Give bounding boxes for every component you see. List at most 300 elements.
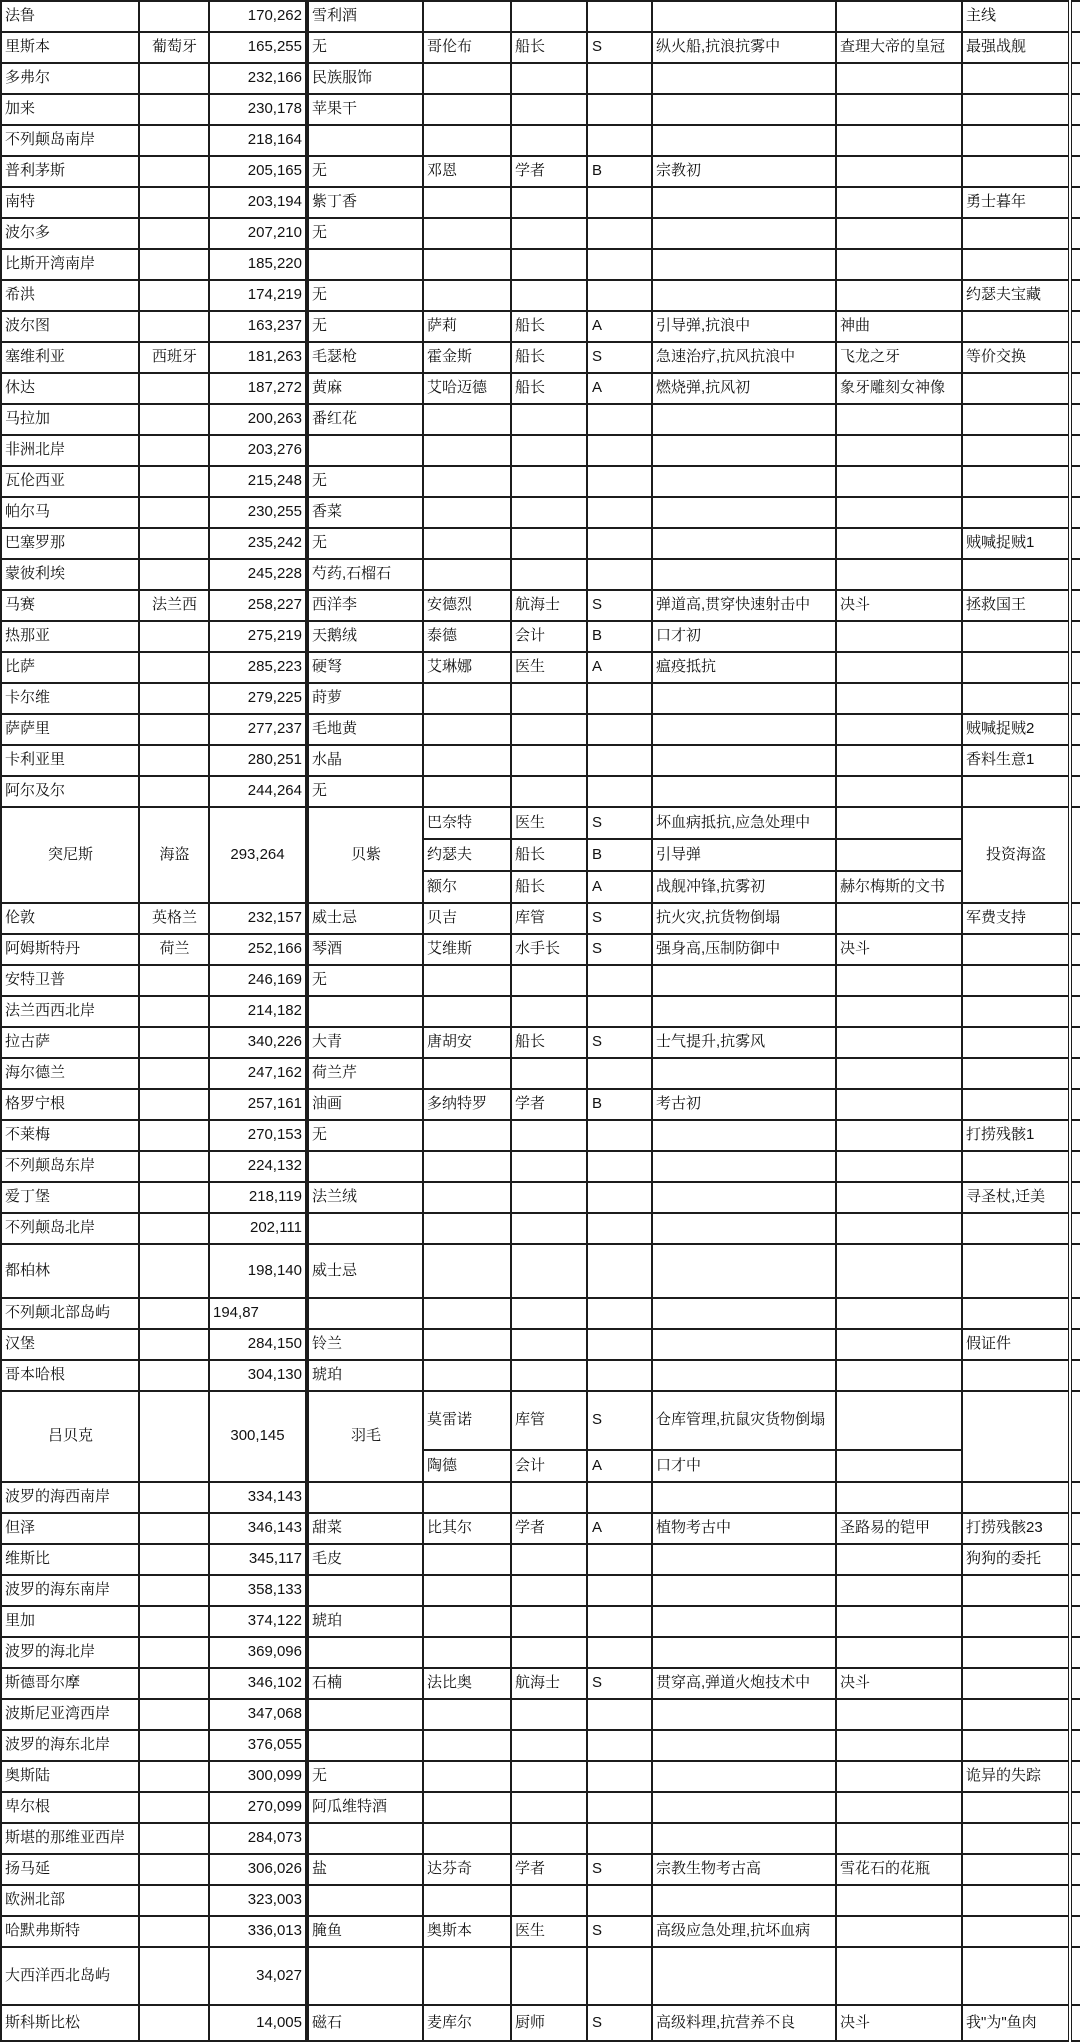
cell-item[interactable]: 黄麻 — [307, 373, 423, 404]
cell-country[interactable]: 海盗 — [139, 807, 209, 903]
cell-coords[interactable]: 215,248 — [209, 466, 307, 497]
cell-npc-name[interactable] — [423, 63, 511, 94]
cell-item[interactable]: 无 — [307, 218, 423, 249]
cell-country[interactable] — [139, 1513, 209, 1544]
cell-country[interactable] — [139, 528, 209, 559]
cell-country[interactable] — [139, 94, 209, 125]
cell-edge-sliver[interactable] — [1070, 965, 1080, 996]
cell-edge-sliver[interactable] — [1070, 714, 1080, 745]
cell-npc-job[interactable] — [511, 1298, 587, 1329]
cell-coords[interactable]: 285,223 — [209, 652, 307, 683]
cell-npc-grade[interactable] — [587, 528, 652, 559]
cell-npc-skills[interactable] — [652, 1823, 836, 1854]
cell-npc-skills[interactable]: 瘟疫抵抗 — [652, 652, 836, 683]
cell-country[interactable] — [139, 435, 209, 466]
cell-edge-sliver[interactable] — [1070, 1089, 1080, 1120]
cell-country[interactable] — [139, 745, 209, 776]
cell-npc-job[interactable]: 学者 — [511, 1089, 587, 1120]
cell-quest[interactable]: 约瑟夫宝藏 — [962, 280, 1070, 311]
cell-quest[interactable]: 勇士暮年 — [962, 187, 1070, 218]
cell-item[interactable]: 硬弩 — [307, 652, 423, 683]
cell-npc-grade[interactable]: A — [587, 652, 652, 683]
cell-npc-skills[interactable]: 考古初 — [652, 1089, 836, 1120]
cell-city[interactable]: 巴塞罗那 — [1, 528, 139, 559]
cell-npc-job[interactable]: 船长 — [511, 342, 587, 373]
cell-city[interactable]: 波尔图 — [1, 311, 139, 342]
cell-coords[interactable]: 232,157 — [209, 903, 307, 934]
cell-npc-job[interactable] — [511, 1329, 587, 1360]
cell-edge-sliver[interactable] — [1070, 1244, 1080, 1298]
cell-item[interactable]: 石楠 — [307, 1668, 423, 1699]
cell-quest[interactable] — [962, 1730, 1070, 1761]
cell-npc-job[interactable] — [511, 94, 587, 125]
cell-npc-name[interactable] — [423, 1823, 511, 1854]
cell-npc-skills[interactable]: 坏血病抵抗,应急处理中 — [652, 807, 836, 839]
cell-npc-grade[interactable]: A — [587, 871, 652, 903]
cell-coords[interactable]: 34,027 — [209, 1947, 307, 2005]
cell-npc-job[interactable] — [511, 1699, 587, 1730]
cell-npc-job[interactable]: 船长 — [511, 839, 587, 871]
cell-npc-treasure[interactable] — [836, 1, 962, 32]
cell-edge-sliver[interactable] — [1070, 1916, 1080, 1947]
cell-coords[interactable]: 230,255 — [209, 497, 307, 528]
cell-npc-name[interactable] — [423, 1244, 511, 1298]
cell-npc-job[interactable] — [511, 497, 587, 528]
cell-country[interactable] — [139, 1544, 209, 1575]
cell-edge-sliver[interactable] — [1070, 776, 1080, 807]
cell-npc-grade[interactable] — [587, 63, 652, 94]
cell-npc-job[interactable]: 船长 — [511, 32, 587, 63]
cell-npc-job[interactable] — [511, 63, 587, 94]
cell-item[interactable]: 天鹅绒 — [307, 621, 423, 652]
cell-npc-job[interactable] — [511, 1575, 587, 1606]
cell-npc-grade[interactable] — [587, 404, 652, 435]
cell-npc-skills[interactable]: 宗教初 — [652, 156, 836, 187]
cell-npc-skills[interactable]: 口才初 — [652, 621, 836, 652]
cell-quest[interactable] — [962, 996, 1070, 1027]
cell-quest[interactable]: 主线 — [962, 1, 1070, 32]
cell-city[interactable]: 波罗的海东北岸 — [1, 1730, 139, 1761]
cell-quest[interactable] — [962, 1089, 1070, 1120]
cell-coords[interactable]: 246,169 — [209, 965, 307, 996]
cell-coords[interactable]: 279,225 — [209, 683, 307, 714]
cell-npc-skills[interactable] — [652, 1761, 836, 1792]
cell-city[interactable]: 但泽 — [1, 1513, 139, 1544]
cell-npc-treasure[interactable] — [836, 1089, 962, 1120]
cell-item[interactable]: 无 — [307, 466, 423, 497]
cell-edge-sliver[interactable] — [1070, 32, 1080, 63]
cell-npc-grade[interactable]: B — [587, 839, 652, 871]
cell-country[interactable] — [139, 1182, 209, 1213]
cell-quest[interactable] — [962, 435, 1070, 466]
cell-coords[interactable]: 304,130 — [209, 1360, 307, 1391]
cell-npc-grade[interactable]: S — [587, 1391, 652, 1450]
cell-npc-skills[interactable]: 急速治疗,抗风抗浪中 — [652, 342, 836, 373]
cell-item[interactable]: 大青 — [307, 1027, 423, 1058]
cell-npc-skills[interactable] — [652, 125, 836, 156]
cell-npc-skills[interactable] — [652, 1699, 836, 1730]
cell-city[interactable]: 吕贝克 — [1, 1391, 139, 1482]
cell-city[interactable]: 拉古萨 — [1, 1027, 139, 1058]
cell-edge-sliver[interactable] — [1070, 1329, 1080, 1360]
cell-city[interactable]: 非洲北岸 — [1, 435, 139, 466]
cell-npc-grade[interactable] — [587, 1575, 652, 1606]
cell-edge-sliver[interactable] — [1070, 590, 1080, 621]
cell-npc-skills[interactable] — [652, 466, 836, 497]
cell-coords[interactable]: 198,140 — [209, 1244, 307, 1298]
cell-npc-skills[interactable] — [652, 1544, 836, 1575]
cell-edge-sliver[interactable] — [1070, 903, 1080, 934]
cell-npc-job[interactable]: 会计 — [511, 1450, 587, 1482]
cell-item[interactable] — [307, 1575, 423, 1606]
cell-city[interactable]: 哈默弗斯特 — [1, 1916, 139, 1947]
cell-item[interactable]: 琥珀 — [307, 1606, 423, 1637]
cell-country[interactable] — [139, 280, 209, 311]
cell-item[interactable]: 无 — [307, 528, 423, 559]
cell-npc-treasure[interactable]: 决斗 — [836, 934, 962, 965]
cell-edge-sliver[interactable] — [1070, 404, 1080, 435]
cell-npc-treasure[interactable]: 神曲 — [836, 311, 962, 342]
cell-item[interactable]: 威士忌 — [307, 1244, 423, 1298]
cell-npc-job[interactable] — [511, 1482, 587, 1513]
cell-npc-treasure[interactable] — [836, 1120, 962, 1151]
cell-city[interactable]: 不莱梅 — [1, 1120, 139, 1151]
cell-npc-grade[interactable] — [587, 1, 652, 32]
cell-item[interactable] — [307, 1482, 423, 1513]
cell-coords[interactable]: 284,073 — [209, 1823, 307, 1854]
cell-npc-treasure[interactable] — [836, 965, 962, 996]
cell-npc-treasure[interactable] — [836, 559, 962, 590]
cell-npc-treasure[interactable] — [836, 1606, 962, 1637]
cell-npc-name[interactable] — [423, 1699, 511, 1730]
cell-npc-grade[interactable] — [587, 435, 652, 466]
cell-npc-treasure[interactable]: 赫尔梅斯的文书 — [836, 871, 962, 903]
cell-edge-sliver[interactable] — [1070, 1058, 1080, 1089]
cell-npc-treasure[interactable] — [836, 1329, 962, 1360]
cell-npc-skills[interactable] — [652, 745, 836, 776]
cell-coords[interactable]: 334,143 — [209, 1482, 307, 1513]
cell-item[interactable]: 无 — [307, 1761, 423, 1792]
cell-edge-sliver[interactable] — [1070, 1606, 1080, 1637]
cell-edge-sliver[interactable] — [1070, 218, 1080, 249]
cell-npc-grade[interactable] — [587, 714, 652, 745]
cell-coords[interactable]: 205,165 — [209, 156, 307, 187]
cell-npc-skills[interactable] — [652, 1151, 836, 1182]
cell-country[interactable] — [139, 1823, 209, 1854]
cell-coords[interactable]: 232,166 — [209, 63, 307, 94]
cell-city[interactable]: 卡尔维 — [1, 683, 139, 714]
cell-quest[interactable]: 诡异的失踪 — [962, 1761, 1070, 1792]
cell-edge-sliver[interactable] — [1070, 745, 1080, 776]
cell-npc-job[interactable] — [511, 1120, 587, 1151]
cell-coords[interactable]: 202,111 — [209, 1213, 307, 1244]
cell-npc-skills[interactable] — [652, 1298, 836, 1329]
cell-item[interactable]: 铃兰 — [307, 1329, 423, 1360]
cell-npc-name[interactable] — [423, 94, 511, 125]
cell-country[interactable] — [139, 1120, 209, 1151]
cell-edge-sliver[interactable] — [1070, 94, 1080, 125]
cell-npc-treasure[interactable]: 决斗 — [836, 1668, 962, 1699]
cell-npc-name[interactable] — [423, 466, 511, 497]
cell-city[interactable]: 格罗宁根 — [1, 1089, 139, 1120]
cell-npc-grade[interactable] — [587, 965, 652, 996]
cell-quest[interactable] — [962, 1916, 1070, 1947]
cell-quest[interactable] — [962, 1792, 1070, 1823]
cell-npc-name[interactable] — [423, 1761, 511, 1792]
cell-npc-skills[interactable] — [652, 218, 836, 249]
cell-country[interactable] — [139, 1244, 209, 1298]
cell-npc-treasure[interactable]: 查理大帝的皇冠 — [836, 32, 962, 63]
cell-country[interactable] — [139, 1391, 209, 1482]
cell-npc-skills[interactable] — [652, 280, 836, 311]
cell-country[interactable]: 葡萄牙 — [139, 32, 209, 63]
cell-edge-sliver[interactable] — [1070, 1823, 1080, 1854]
cell-item[interactable]: 无 — [307, 280, 423, 311]
cell-npc-grade[interactable]: S — [587, 1916, 652, 1947]
cell-npc-treasure[interactable] — [836, 218, 962, 249]
cell-country[interactable] — [139, 621, 209, 652]
cell-npc-job[interactable] — [511, 1244, 587, 1298]
cell-quest[interactable]: 贼喊捉贼2 — [962, 714, 1070, 745]
cell-npc-name[interactable]: 萨莉 — [423, 311, 511, 342]
cell-npc-treasure[interactable] — [836, 1482, 962, 1513]
cell-npc-treasure[interactable] — [836, 125, 962, 156]
cell-npc-job[interactable] — [511, 435, 587, 466]
cell-npc-treasure[interactable] — [836, 621, 962, 652]
cell-npc-skills[interactable] — [652, 1947, 836, 2005]
cell-npc-grade[interactable]: S — [587, 32, 652, 63]
cell-item[interactable]: 香菜 — [307, 497, 423, 528]
cell-npc-grade[interactable]: A — [587, 373, 652, 404]
cell-edge-sliver[interactable] — [1070, 249, 1080, 280]
cell-npc-treasure[interactable] — [836, 1027, 962, 1058]
cell-edge-sliver[interactable] — [1070, 996, 1080, 1027]
cell-edge-sliver[interactable] — [1070, 1482, 1080, 1513]
cell-npc-name[interactable]: 奥斯本 — [423, 1916, 511, 1947]
cell-npc-grade[interactable]: S — [587, 1027, 652, 1058]
cell-item[interactable]: 苹果干 — [307, 94, 423, 125]
cell-npc-name[interactable] — [423, 1360, 511, 1391]
cell-item[interactable] — [307, 1730, 423, 1761]
cell-country[interactable] — [139, 1761, 209, 1792]
cell-npc-name[interactable]: 多纳特罗 — [423, 1089, 511, 1120]
cell-edge-sliver[interactable] — [1070, 1513, 1080, 1544]
cell-country[interactable] — [139, 1947, 209, 2005]
cell-npc-grade[interactable]: S — [587, 1668, 652, 1699]
cell-npc-grade[interactable] — [587, 125, 652, 156]
cell-npc-name[interactable]: 额尔 — [423, 871, 511, 903]
cell-npc-grade[interactable] — [587, 1298, 652, 1329]
cell-item[interactable]: 民族服饰 — [307, 63, 423, 94]
cell-npc-job[interactable]: 会计 — [511, 621, 587, 652]
cell-npc-skills[interactable] — [652, 683, 836, 714]
cell-quest[interactable] — [962, 1151, 1070, 1182]
cell-quest[interactable] — [962, 683, 1070, 714]
cell-npc-grade[interactable]: S — [587, 2005, 652, 2041]
cell-quest[interactable] — [962, 1027, 1070, 1058]
cell-coords[interactable]: 345,117 — [209, 1544, 307, 1575]
cell-coords[interactable]: 358,133 — [209, 1575, 307, 1606]
cell-city[interactable]: 不列颠岛东岸 — [1, 1151, 139, 1182]
cell-quest[interactable]: 狗狗的委托 — [962, 1544, 1070, 1575]
cell-npc-treasure[interactable] — [836, 156, 962, 187]
cell-quest[interactable]: 投资海盗 — [962, 807, 1070, 903]
cell-edge-sliver[interactable] — [1070, 1213, 1080, 1244]
cell-npc-treasure[interactable] — [836, 776, 962, 807]
cell-item[interactable]: 法兰绒 — [307, 1182, 423, 1213]
cell-country[interactable] — [139, 187, 209, 218]
cell-npc-treasure[interactable] — [836, 1213, 962, 1244]
cell-quest[interactable]: 香料生意1 — [962, 745, 1070, 776]
cell-quest[interactable]: 假证件 — [962, 1329, 1070, 1360]
cell-npc-grade[interactable] — [587, 1792, 652, 1823]
cell-item[interactable] — [307, 249, 423, 280]
cell-npc-job[interactable]: 航海士 — [511, 1668, 587, 1699]
cell-item[interactable]: 贝紫 — [307, 807, 423, 903]
cell-npc-job[interactable]: 库管 — [511, 1391, 587, 1450]
cell-country[interactable] — [139, 1637, 209, 1668]
cell-coords[interactable]: 181,263 — [209, 342, 307, 373]
cell-country[interactable] — [139, 559, 209, 590]
cell-npc-job[interactable] — [511, 125, 587, 156]
cell-quest[interactable] — [962, 1885, 1070, 1916]
cell-npc-name[interactable]: 唐胡安 — [423, 1027, 511, 1058]
cell-quest[interactable] — [962, 404, 1070, 435]
cell-city[interactable]: 维斯比 — [1, 1544, 139, 1575]
cell-edge-sliver[interactable] — [1070, 652, 1080, 683]
cell-npc-treasure[interactable] — [836, 1916, 962, 1947]
cell-npc-job[interactable]: 水手长 — [511, 934, 587, 965]
cell-coords[interactable]: 185,220 — [209, 249, 307, 280]
cell-npc-treasure[interactable] — [836, 1823, 962, 1854]
cell-item[interactable] — [307, 1298, 423, 1329]
cell-npc-treasure[interactable] — [836, 807, 962, 839]
cell-edge-sliver[interactable] — [1070, 1391, 1080, 1482]
cell-coords[interactable]: 306,026 — [209, 1854, 307, 1885]
cell-city[interactable]: 多弗尔 — [1, 63, 139, 94]
cell-npc-job[interactable] — [511, 683, 587, 714]
cell-npc-skills[interactable]: 口才中 — [652, 1450, 836, 1482]
cell-quest[interactable] — [962, 965, 1070, 996]
cell-item[interactable]: 毛地黄 — [307, 714, 423, 745]
cell-item[interactable]: 毛皮 — [307, 1544, 423, 1575]
cell-coords[interactable]: 376,055 — [209, 1730, 307, 1761]
cell-quest[interactable]: 我"为"鱼肉 — [962, 2005, 1070, 2041]
cell-item[interactable] — [307, 1637, 423, 1668]
cell-npc-job[interactable] — [511, 996, 587, 1027]
cell-npc-name[interactable]: 陶德 — [423, 1450, 511, 1482]
cell-edge-sliver[interactable] — [1070, 156, 1080, 187]
cell-npc-treasure[interactable] — [836, 1298, 962, 1329]
cell-country[interactable] — [139, 1298, 209, 1329]
cell-npc-skills[interactable] — [652, 435, 836, 466]
cell-edge-sliver[interactable] — [1070, 311, 1080, 342]
cell-npc-name[interactable]: 莫雷诺 — [423, 1391, 511, 1450]
cell-coords[interactable]: 277,237 — [209, 714, 307, 745]
cell-city[interactable]: 比斯开湾南岸 — [1, 249, 139, 280]
cell-item[interactable]: 番红花 — [307, 404, 423, 435]
cell-quest[interactable] — [962, 652, 1070, 683]
cell-coords[interactable]: 244,264 — [209, 776, 307, 807]
cell-city[interactable]: 大西洋西北岛屿 — [1, 1947, 139, 2005]
cell-coords[interactable]: 293,264 — [209, 807, 307, 903]
cell-quest[interactable]: 打捞残骸23 — [962, 1513, 1070, 1544]
cell-item[interactable] — [307, 1151, 423, 1182]
cell-item[interactable]: 羽毛 — [307, 1391, 423, 1482]
cell-npc-grade[interactable] — [587, 187, 652, 218]
cell-npc-skills[interactable] — [652, 965, 836, 996]
cell-country[interactable] — [139, 2005, 209, 2041]
cell-item[interactable]: 阿瓜维特酒 — [307, 1792, 423, 1823]
cell-city[interactable]: 热那亚 — [1, 621, 139, 652]
cell-city[interactable]: 斯科斯比松 — [1, 2005, 139, 2041]
cell-npc-name[interactable] — [423, 965, 511, 996]
cell-npc-treasure[interactable] — [836, 249, 962, 280]
cell-country[interactable] — [139, 1151, 209, 1182]
cell-npc-name[interactable]: 约瑟夫 — [423, 839, 511, 871]
cell-npc-grade[interactable] — [587, 683, 652, 714]
cell-npc-skills[interactable] — [652, 1360, 836, 1391]
cell-city[interactable]: 不列颠北部岛屿 — [1, 1298, 139, 1329]
cell-npc-name[interactable]: 安德烈 — [423, 590, 511, 621]
cell-item[interactable]: 威士忌 — [307, 903, 423, 934]
cell-quest[interactable] — [962, 934, 1070, 965]
cell-npc-job[interactable]: 船长 — [511, 1027, 587, 1058]
cell-quest[interactable] — [962, 1244, 1070, 1298]
cell-quest[interactable]: 等价交换 — [962, 342, 1070, 373]
cell-npc-name[interactable] — [423, 1213, 511, 1244]
cell-npc-job[interactable]: 学者 — [511, 156, 587, 187]
cell-npc-grade[interactable] — [587, 94, 652, 125]
cell-edge-sliver[interactable] — [1070, 187, 1080, 218]
cell-item[interactable]: 雪利酒 — [307, 1, 423, 32]
cell-npc-job[interactable] — [511, 1058, 587, 1089]
cell-npc-grade[interactable] — [587, 280, 652, 311]
cell-npc-skills[interactable] — [652, 714, 836, 745]
cell-npc-treasure[interactable] — [836, 1575, 962, 1606]
cell-edge-sliver[interactable] — [1070, 1027, 1080, 1058]
cell-npc-name[interactable]: 贝吉 — [423, 903, 511, 934]
cell-edge-sliver[interactable] — [1070, 466, 1080, 497]
cell-npc-name[interactable] — [423, 1298, 511, 1329]
cell-edge-sliver[interactable] — [1070, 1885, 1080, 1916]
cell-city[interactable]: 里斯本 — [1, 32, 139, 63]
cell-country[interactable] — [139, 1854, 209, 1885]
cell-quest[interactable] — [962, 1213, 1070, 1244]
cell-coords[interactable]: 346,102 — [209, 1668, 307, 1699]
cell-npc-grade[interactable]: S — [587, 934, 652, 965]
cell-npc-skills[interactable] — [652, 1244, 836, 1298]
cell-npc-name[interactable] — [423, 435, 511, 466]
cell-country[interactable]: 荷兰 — [139, 934, 209, 965]
cell-edge-sliver[interactable] — [1070, 1792, 1080, 1823]
cell-city[interactable]: 波罗的海北岸 — [1, 1637, 139, 1668]
cell-npc-name[interactable]: 法比奥 — [423, 1668, 511, 1699]
cell-item[interactable]: 琥珀 — [307, 1360, 423, 1391]
cell-coords[interactable]: 174,219 — [209, 280, 307, 311]
cell-npc-grade[interactable]: A — [587, 1450, 652, 1482]
cell-country[interactable] — [139, 373, 209, 404]
cell-npc-job[interactable] — [511, 745, 587, 776]
cell-item[interactable]: 磁石 — [307, 2005, 423, 2041]
cell-country[interactable] — [139, 996, 209, 1027]
cell-coords[interactable]: 14,005 — [209, 2005, 307, 2041]
cell-npc-job[interactable] — [511, 1637, 587, 1668]
cell-edge-sliver[interactable] — [1070, 280, 1080, 311]
cell-quest[interactable] — [962, 559, 1070, 590]
cell-npc-skills[interactable] — [652, 1329, 836, 1360]
cell-edge-sliver[interactable] — [1070, 1360, 1080, 1391]
